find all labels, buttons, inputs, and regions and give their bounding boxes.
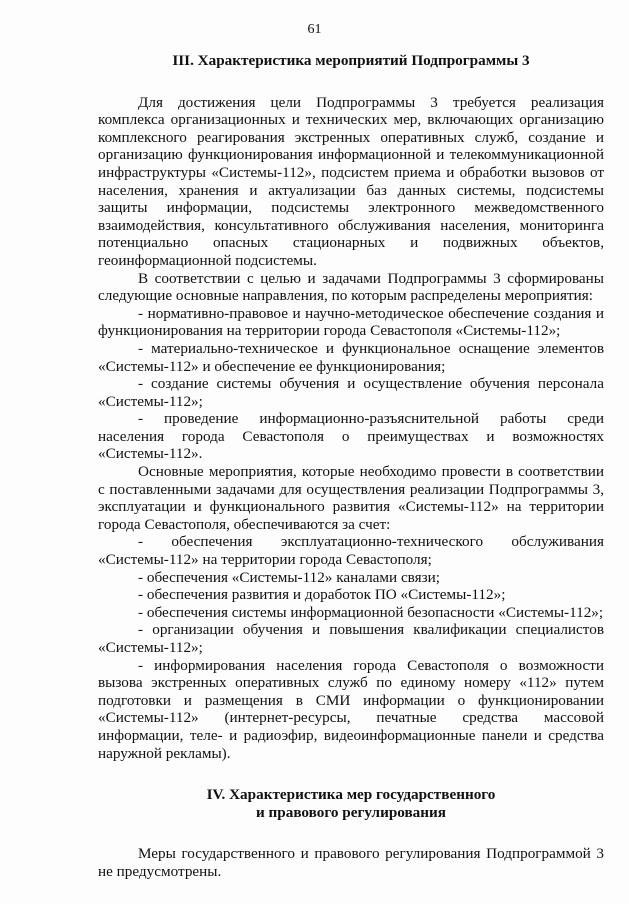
section-4-paragraph: Меры государственного и правового регулирования Подпрограммой 3 не предусмотрены. bbox=[98, 845, 604, 880]
section-3-list-item: - обеспечения «Системы-112» каналами связи; bbox=[138, 568, 440, 586]
section-3-list-item: - проведение информационно-разъяснительной работы среди населения города Севастополя о преимуществах и возможностях «Системы-112». bbox=[98, 410, 604, 463]
section-3-list-item: - информирования населения города Севастополя о возможности вызова экстренных оперативных служб по единому номеру «112» путем подготовки и размещения в СМИ информации о функционировании «Системы-112» (интернет-ресурсы, печатные средства массовой информации, теле- и радиоэфир, видеоинформационные панели и средства наружной рекламы). bbox=[98, 656, 604, 762]
page-number: 61 bbox=[307, 22, 322, 37]
section-3-list-item: - создание системы обучения и осуществление обучения персонала «Системы-112»; bbox=[98, 375, 604, 410]
section-3-list-item: - организации обучения и повышения квалификации специалистов «Системы-112»; bbox=[98, 621, 604, 656]
section-4-heading bbox=[98, 786, 604, 821]
section-3-list-item: - нормативно-правовое и научно-методическое обеспечение создания и функционирования на территории города Севастополя «Системы-112»; bbox=[98, 304, 604, 340]
section-3-paragraph: В соответствии с целью и задачами Подпрограммы 3 сформированы следующие основные направления, по которым распределены мероприятия: bbox=[98, 269, 604, 305]
section-3-list-item: - обеспечения системы информационной безопасности «Системы-112»; bbox=[138, 603, 604, 621]
section-4-heading-line-1: IV. Характеристика мер государственного bbox=[206, 786, 496, 804]
section-3-paragraph: Основные мероприятия, которые необходимо провести в соответствии с поставленными задачами для осуществления реализации Подпрограммы 3, эксплуатации и функционального развития «Системы-112» на территории города Севастополя, обеспечиваются за счет: bbox=[98, 463, 604, 533]
section-3-list-item: - материально-техническое и функциональное оснащение элементов «Системы-112» и обеспечение ее функционирования; bbox=[98, 339, 604, 375]
section-3-paragraph: Для достижения цели Подпрограммы 3 требуется реализация комплекса организационных и технических мер, включающих организацию комплексного реагирования экстренных оперативных служб, создание и организацию функционирования информационной и телекоммуникационной инфраструктуры «Системы-112», подсистем приема и обработки вызовов от населения, хранения и актуализации баз данных системы, подсистемы защиты информации, подсистемы электронного межведомственного взаимодействия, консультативного обслуживания населения, мониторинга потенциально опасных стационарных и подвижных объектов, геоинформационной подсистемы. bbox=[98, 93, 604, 269]
section-3-heading: III. Характеристика мероприятий Подпрограммы 3 bbox=[172, 52, 530, 69]
section-3-list-item: - обеспечения развития и доработок ПО «Системы-112»; bbox=[138, 586, 506, 604]
section-4-heading-line-2: и правового регулирования bbox=[256, 803, 446, 821]
section-3-list-item: - обеспечения эксплуатационно-технического обслуживания «Системы-112» на территории города Севастополя; bbox=[98, 533, 604, 569]
document-body bbox=[98, 52, 604, 881]
